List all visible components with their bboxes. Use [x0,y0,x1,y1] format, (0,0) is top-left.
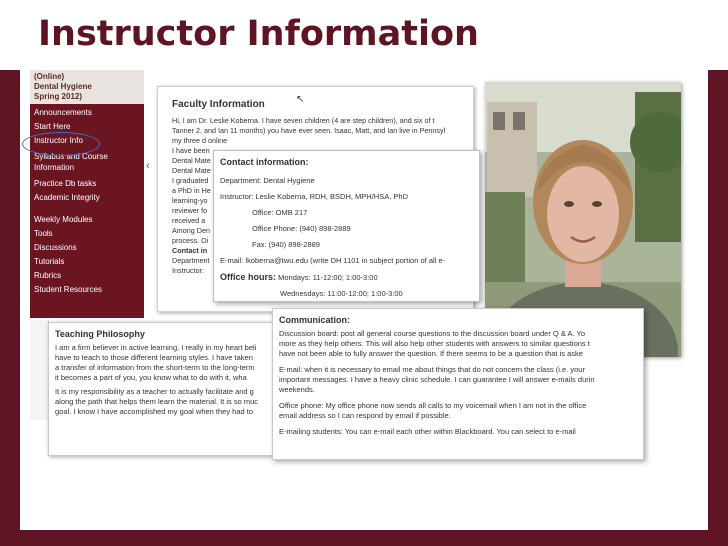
communication-line: Discussion board: post all general course questions to the discussion board under Q & A. Yo [279,329,586,338]
faculty-line: a PhD in He [172,186,211,195]
communication-paragraph [279,427,643,437]
contact-email[interactable]: E-mail: lkoberna@twu.edu (write DH 1101 in subject portion of all e- [220,256,446,265]
office-hours-wednesday: Wednesdays: 11:00-12:00; 1:00-3:00 [280,289,403,298]
teaching-philosophy-panel [48,322,280,456]
faculty-line: Among Den [172,226,210,235]
sidebar-item-start-here[interactable]: Start Here [34,122,71,131]
teaching-line: goal. I know I have accomplished my goal when they had to [55,407,254,416]
faculty-line: Tanner 2, and Ian 11 months) you have ever seen. Isaac, Matt, and Ian live in Pennsyl [172,126,446,135]
highlight-circle [22,132,100,156]
left-edge-fragment [30,320,49,420]
communication-title: Communication: [279,315,350,325]
faculty-line: Hi, I am Dr. Leslie Koberna. I have seven children (4 are step children), and six of t [172,116,435,125]
course-header-line: Spring 2012) [34,92,83,101]
sidebar-item-tutorials[interactable]: Tutorials [34,257,65,266]
teaching-line: have to teach to those different learning styles. I have taken [55,353,253,362]
communication-line: important messages. I have a heavy clinic schedule. I can guarantee I will answer e-mails durin [279,375,595,384]
slide-title: Instructor Information [38,14,479,54]
communication-line: more as they help others. This will also help other students with answers to similar questions t [279,339,590,348]
faculty-line: process. Oi [172,236,209,245]
sidebar-item-academic-integrity[interactable]: Academic Integrity [34,193,100,202]
sidebar-item-rubrics[interactable]: Rubrics [34,271,62,280]
faculty-line: learning-yo [172,196,208,205]
sidebar-item-discussions[interactable]: Discussions [34,243,77,252]
office-hours-monday: Mondays: 11-12:00; 1:00-3:00 [278,273,378,282]
sidebar-item-instructor-info[interactable]: Instructor Info [34,136,83,145]
sidebar-item-practice-db[interactable]: Practice Db tasks [34,179,97,188]
teaching-line: a transfer of information from the short-term to the long-term [55,363,255,372]
faculty-line: Dental Mate [172,156,211,165]
contact-office: Office: OMB 217 [252,208,308,217]
faculty-line: Department [172,256,210,265]
communication-line: Office phone: My office phone now sends all calls to my voicemail when I am not in the office [279,401,587,410]
communication-paragraph [279,365,643,395]
communication-line: weekends. [279,385,315,394]
contact-instructor: Instructor: Leslie Koberna, RDH, BSDH, MPH/HSA, PhD [220,192,408,201]
contact-department: Department: Dental Hygiene [220,176,315,185]
sidebar-item-weekly-modules[interactable]: Weekly Modules [34,215,93,224]
teaching-line: along the path that helps them learn the material. It is so muc [55,397,259,406]
sidebar-item-announcements[interactable]: Announcements [34,108,92,117]
contact-hours [220,269,479,286]
communication-paragraph [279,329,643,359]
bottom-border [0,530,728,546]
faculty-line: I graduated [172,176,209,185]
sidebar-item-syllabus-cont[interactable]: Information [34,163,75,172]
sidebar-item-tools[interactable]: Tools [34,229,53,238]
course-header [30,70,144,104]
teaching-line: It is my responsibility as a teacher to actually facilitate and g [55,387,254,396]
communication-line: E-mailing students: You can e-mail each other within Blackboard. You can select to e-mail [279,427,576,436]
course-header-line: (Online) [34,72,65,81]
faculty-line: received a [172,216,206,225]
office-hours-label: Office hours: [220,272,277,282]
contact-information-popup [213,150,480,302]
faculty-title: Faculty Information [172,99,265,110]
faculty-line: Contact in [172,246,208,255]
mouse-cursor-icon: ↖ [296,94,305,105]
faculty-line: my three d online [172,136,228,145]
course-header-line: Dental Hygiene [34,82,92,91]
faculty-line: Instructor: [172,266,204,275]
communication-line: email address so I can respond by email if possible. [279,411,451,420]
left-border [0,0,20,546]
faculty-line: Dental Mate [172,166,211,175]
course-sidebar [30,70,144,318]
communication-line: E-mail: when it is necessary to email me about things that do not concern the class (i.e. your [279,365,585,374]
sidebar-item-student-resources[interactable]: Student Resources [34,285,103,294]
teaching-line: it becomes a part of you, you know what to do with it, wha [55,373,247,382]
faculty-line: I have been [172,146,210,155]
faculty-line: reviewer fo [172,206,208,215]
contact-title: Contact information: [220,157,309,167]
communication-line: have not been able to fully answer the question. If there seems to be a question that is aske [279,349,583,358]
sidebar-item-syllabus[interactable]: Syllabus and Course [34,152,108,161]
contact-office-phone: Office Phone: (940) 898-2889 [252,224,351,233]
right-border [708,0,728,546]
contact-fax: Fax: (940) 898-2889 [252,240,320,249]
communication-panel [272,308,644,460]
communication-paragraph [279,401,643,421]
chevron-left-icon[interactable]: ‹ [146,160,150,172]
teaching-line: I am a firm believer in active learning. I really in my heart beli [55,343,257,352]
teaching-title: Teaching Philosophy [55,329,145,339]
